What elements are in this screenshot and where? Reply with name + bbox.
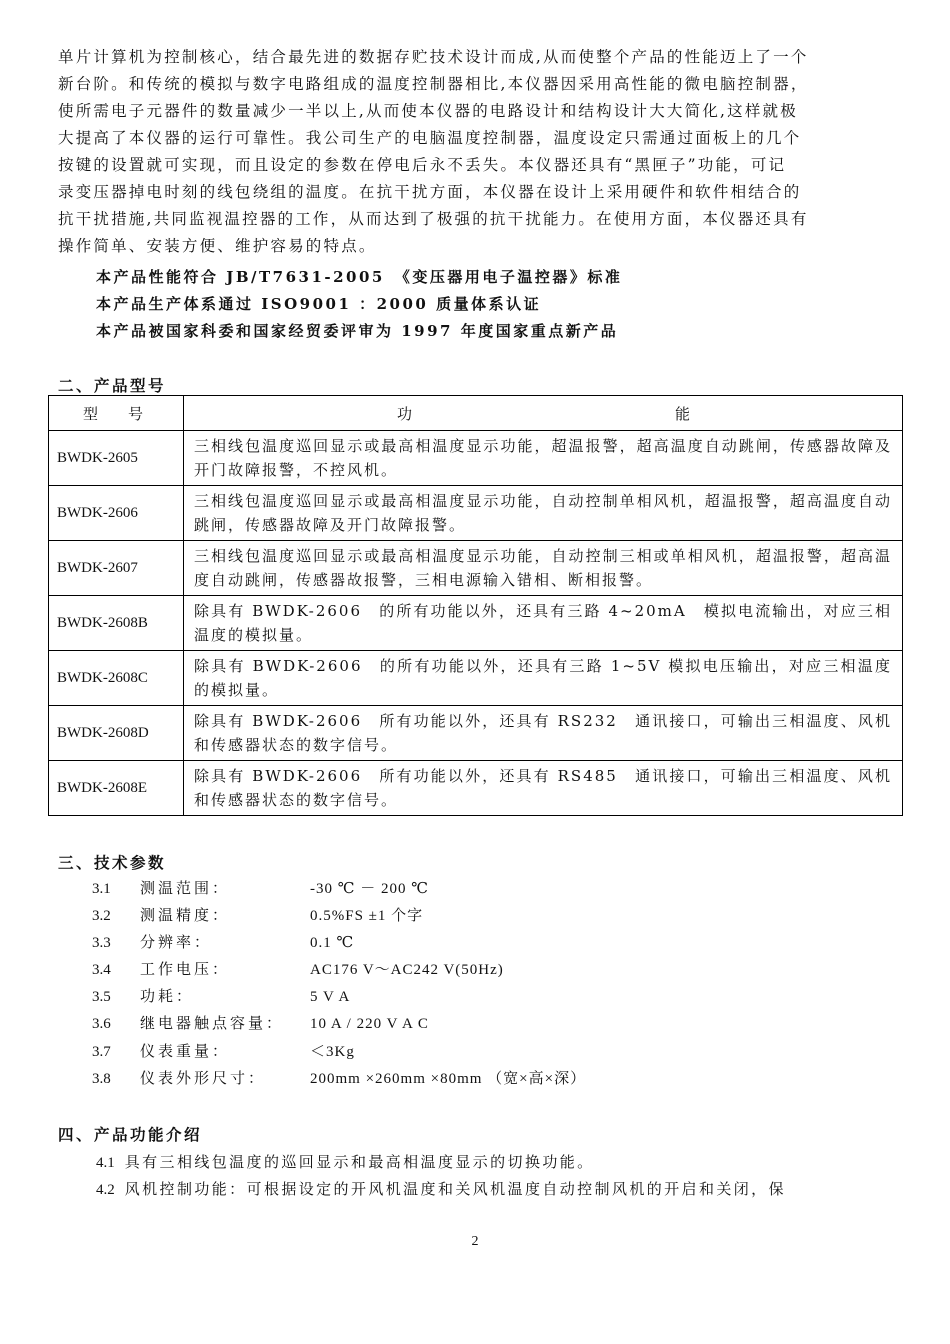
intro-line: 录变压器掉电时刻的线包绕组的温度。在抗干扰方面，本仪器在设计上采用硬件和软件相结合的 — [58, 183, 802, 201]
spec-number: 3.5 — [92, 989, 111, 1005]
spec-value: 200mm ×260mm ×80mm （宽×高×深） — [310, 1071, 587, 1087]
award-statement: 本产品被国家科委和国家经贸委评审为 1997 年度国家重点新产品 — [96, 322, 619, 340]
spec-label: 仪表外形尺寸： — [140, 1069, 267, 1087]
spec-label: 仪表重量： — [140, 1042, 231, 1060]
spec-row — [92, 929, 354, 956]
function-text: 具有三相线包温度的巡回显示和最高相温度显示的切换功能。 — [124, 1153, 595, 1171]
spec-value: -30 ℃ － 200 ℃ — [310, 881, 430, 897]
function-cell: 三相线包温度巡回显示或最高相温度显示功能，自动控制三相或单相风机，超温报警，超高温度自动跳闸，传感器故报警，三相电源输入错相、断相报警。 — [184, 541, 903, 596]
function-cell: 三相线包温度巡回显示或最高相温度显示功能，超温报警，超高温度自动跳闸，传感器故障及开门故障报警，不控风机。 — [184, 431, 903, 486]
spec-number: 3.2 — [92, 908, 111, 924]
intro-line: 大提高了本仪器的运行可靠性。我公司生产的电脑温度控制器，温度设定只需通过面板上的几个 — [58, 129, 802, 147]
spec-row — [92, 1038, 355, 1065]
function-item — [96, 1151, 595, 1172]
intro-line: 操作简单、安装方便、维护容易的特点。 — [58, 237, 377, 255]
spec-value: AC176 V～AC242 V(50Hz) — [310, 962, 504, 978]
header-model-char: 号 — [127, 404, 145, 423]
spec-label: 测温范围： — [140, 879, 231, 897]
header-func-char: 功 — [397, 404, 415, 423]
section-heading-specs: 三、技术参数 — [58, 853, 167, 872]
certification-statement: 本产品生产体系通过 ISO9001 ：2000 质量体系认证 — [96, 295, 542, 313]
function-cell: 除具有 BWDK-2606 的所有功能以外，还具有三路 1~5V 模拟电压输出，对应三相温度的模拟量。 — [184, 651, 903, 706]
header-model-char: 型 — [83, 404, 101, 423]
spec-row — [92, 983, 350, 1010]
model-cell: BWDK-2607 — [49, 541, 184, 596]
spec-row — [92, 1065, 586, 1092]
spec-row — [92, 902, 423, 929]
spec-row — [92, 956, 504, 983]
function-number: 4.1 — [96, 1155, 115, 1171]
table-row — [49, 486, 903, 541]
spec-number: 3.7 — [92, 1044, 111, 1060]
spec-label: 分辨率： — [140, 933, 213, 951]
table-row — [49, 706, 903, 761]
spec-label: 工作电压： — [140, 960, 231, 978]
model-cell: BWDK-2608D — [49, 706, 184, 761]
function-cell: 除具有 BWDK-2606 所有功能以外，还具有 RS485 通讯接口，可输出三相温度、风机和传感器状态的数字信号。 — [184, 761, 903, 816]
model-cell: BWDK-2608C — [49, 651, 184, 706]
section-heading-models: 二、产品型号 — [58, 376, 167, 395]
spec-number: 3.1 — [92, 881, 111, 897]
intro-line: 使所需电子元器件的数量减少一半以上,从而使本仪器的电路设计和结构设计大大简化,这样就极 — [58, 102, 798, 120]
header-model — [49, 396, 184, 431]
spec-value: 0.5%FS ±1 个字 — [310, 908, 424, 924]
section-heading-functions: 四、产品功能介绍 — [58, 1125, 203, 1144]
intro-line: 单片计算机为控制核心，结合最先进的数据存贮技术设计而成,从而使整个产品的性能迈上了一个 — [58, 48, 809, 66]
model-cell: BWDK-2605 — [49, 431, 184, 486]
spec-number: 3.3 — [92, 935, 111, 951]
function-item — [96, 1178, 786, 1199]
spec-label: 功耗： — [140, 987, 195, 1005]
page-number: 2 — [471, 1234, 479, 1249]
spec-row — [92, 1010, 429, 1037]
header-func-char: 能 — [674, 404, 692, 423]
spec-row — [92, 875, 429, 902]
function-cell: 三相线包温度巡回显示或最高相温度显示功能，自动控制单相风机，超温报警，超高温度自动跳闸，传感器故障及开门故障报警。 — [184, 486, 903, 541]
table-row — [49, 596, 903, 651]
model-cell: BWDK-2608E — [49, 761, 184, 816]
standard-statement: 本产品性能符合 JB/T7631-2005 《变压器用电子温控器》标准 — [96, 268, 623, 286]
spec-value: ＜3Kg — [310, 1044, 355, 1060]
table-row — [49, 761, 903, 816]
spec-number: 3.4 — [92, 962, 111, 978]
intro-line: 按键的设置就可实现，而且设定的参数在停电后永不丢失。本仪器还具有“黑匣子”功能，可记 — [58, 156, 787, 174]
spec-value: 10 A / 220 V A C — [310, 1016, 429, 1032]
spec-value: 5 V A — [310, 989, 351, 1005]
model-cell: BWDK-2606 — [49, 486, 184, 541]
spec-number: 3.6 — [92, 1016, 111, 1032]
table-row — [49, 651, 903, 706]
table-row — [49, 541, 903, 596]
function-number: 4.2 — [96, 1182, 115, 1198]
spec-label: 测温精度： — [140, 906, 231, 924]
header-function — [184, 396, 903, 431]
function-text: 风机控制功能：可根据设定的开风机温度和关风机温度自动控制风机的开启和关闭，保 — [124, 1180, 786, 1198]
intro-paragraph — [58, 44, 894, 260]
spec-number: 3.8 — [92, 1071, 111, 1087]
function-cell: 除具有 BWDK-2606 所有功能以外，还具有 RS232 通讯接口，可输出三相温度、风机和传感器状态的数字信号。 — [184, 706, 903, 761]
table-row — [49, 431, 903, 486]
table-header-row — [49, 396, 903, 431]
intro-line: 抗干扰措施,共同监视温控器的工作，从而达到了极强的抗干扰能力。在使用方面，本仪器还具有 — [58, 210, 809, 228]
spec-value: 0.1 ℃ — [310, 935, 355, 951]
intro-line: 新台阶。和传统的模拟与数字电路组成的温度控制器相比,本仪器因采用高性能的微电脑控制器， — [58, 75, 809, 93]
function-cell: 除具有 BWDK-2606 的所有功能以外，还具有三路 4~20mA 模拟电流输出，对应三相温度的模拟量。 — [184, 596, 903, 651]
model-cell: BWDK-2608B — [49, 596, 184, 651]
spec-label: 继电器触点容量： — [140, 1014, 285, 1032]
model-table — [48, 395, 903, 816]
